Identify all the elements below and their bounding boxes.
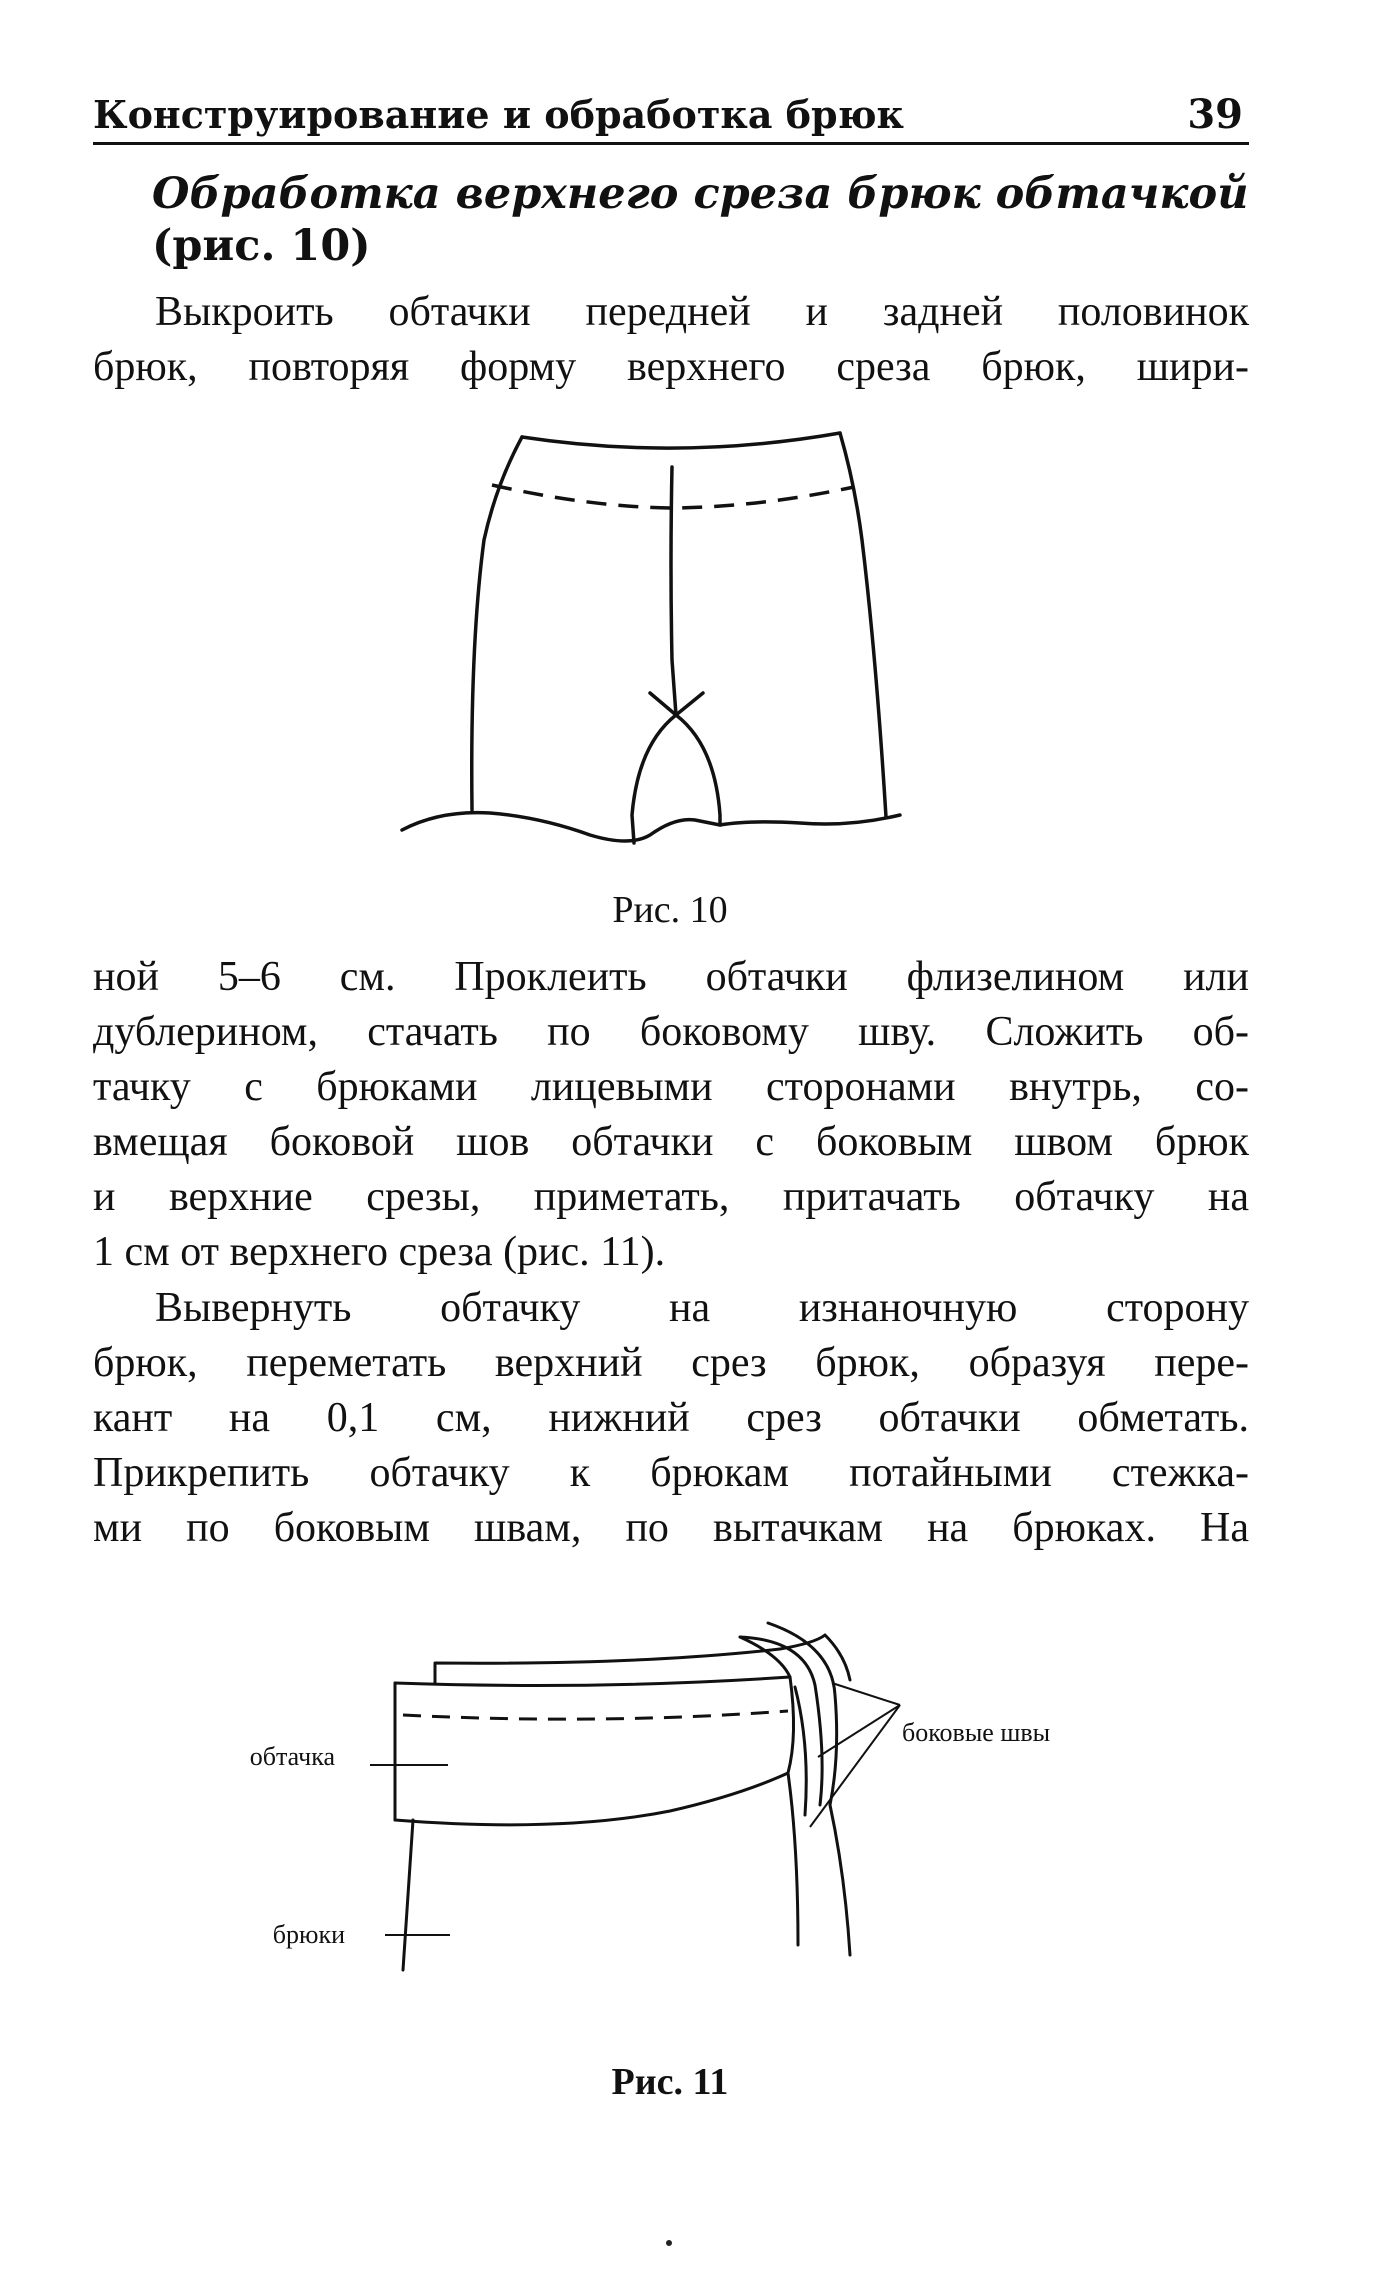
page-dot xyxy=(666,2240,672,2246)
text-line: брюк, повторяя форму верхнего среза брюк, шири- xyxy=(93,344,1249,390)
text-line: дублерином, стачать по боковому шву. Сложить об- xyxy=(93,1009,1249,1055)
section-title-figure-ref: (рис. 10) xyxy=(152,221,371,271)
figure-11-caption: Рис. 11 xyxy=(611,2061,729,2103)
label-facing: обтачка xyxy=(249,1742,335,1771)
text-line: Выкроить обтачки передней и задней половинок xyxy=(155,289,1249,335)
text-line: и верхние срезы, приметать, притачать обтачку на xyxy=(93,1174,1249,1220)
running-head xyxy=(93,88,1249,145)
figure-11-facing-drawing xyxy=(220,1615,1140,1985)
section-title-text: Обработка верхнего среза брюк обтачкой xyxy=(152,169,1249,219)
paragraph-1-start xyxy=(93,285,1249,395)
text-line: ной 5–6 см. Проклеить обтачки флизелином или xyxy=(93,954,1249,1000)
running-title: Конструирование и обработка брюк xyxy=(93,92,904,137)
paragraph-2 xyxy=(93,1281,1249,1556)
figure-10-trousers-drawing xyxy=(380,415,920,875)
text-line: тачку с брюками лицевыми сторонами внутрь, со- xyxy=(93,1064,1249,1110)
figure-10-caption: Рис. 10 xyxy=(612,889,728,931)
paragraph-1-continued xyxy=(93,950,1249,1280)
section-title xyxy=(152,168,1252,272)
text-line: 1 см от верхнего среза (рис. 11). xyxy=(93,1229,666,1275)
label-trousers: брюки xyxy=(272,1920,345,1949)
page-number: 39 xyxy=(1187,91,1243,138)
text-line: ми по боковым швам, по вытачкам на брюках. На xyxy=(93,1505,1249,1551)
text-line: Прикрепить обтачку к брюкам потайными стежка- xyxy=(93,1450,1249,1496)
text-line: брюк, переметать верхний срез брюк, образуя пере- xyxy=(93,1340,1249,1386)
text-line: кант на 0,1 см, нижний срез обтачки обметать. xyxy=(93,1395,1249,1441)
label-side-seams: боковые швы xyxy=(902,1718,1051,1747)
text-line: вмещая боковой шов обтачки с боковым швом брюк xyxy=(93,1119,1249,1165)
text-line: Вывернуть обтачку на изнаночную сторону xyxy=(155,1285,1249,1331)
